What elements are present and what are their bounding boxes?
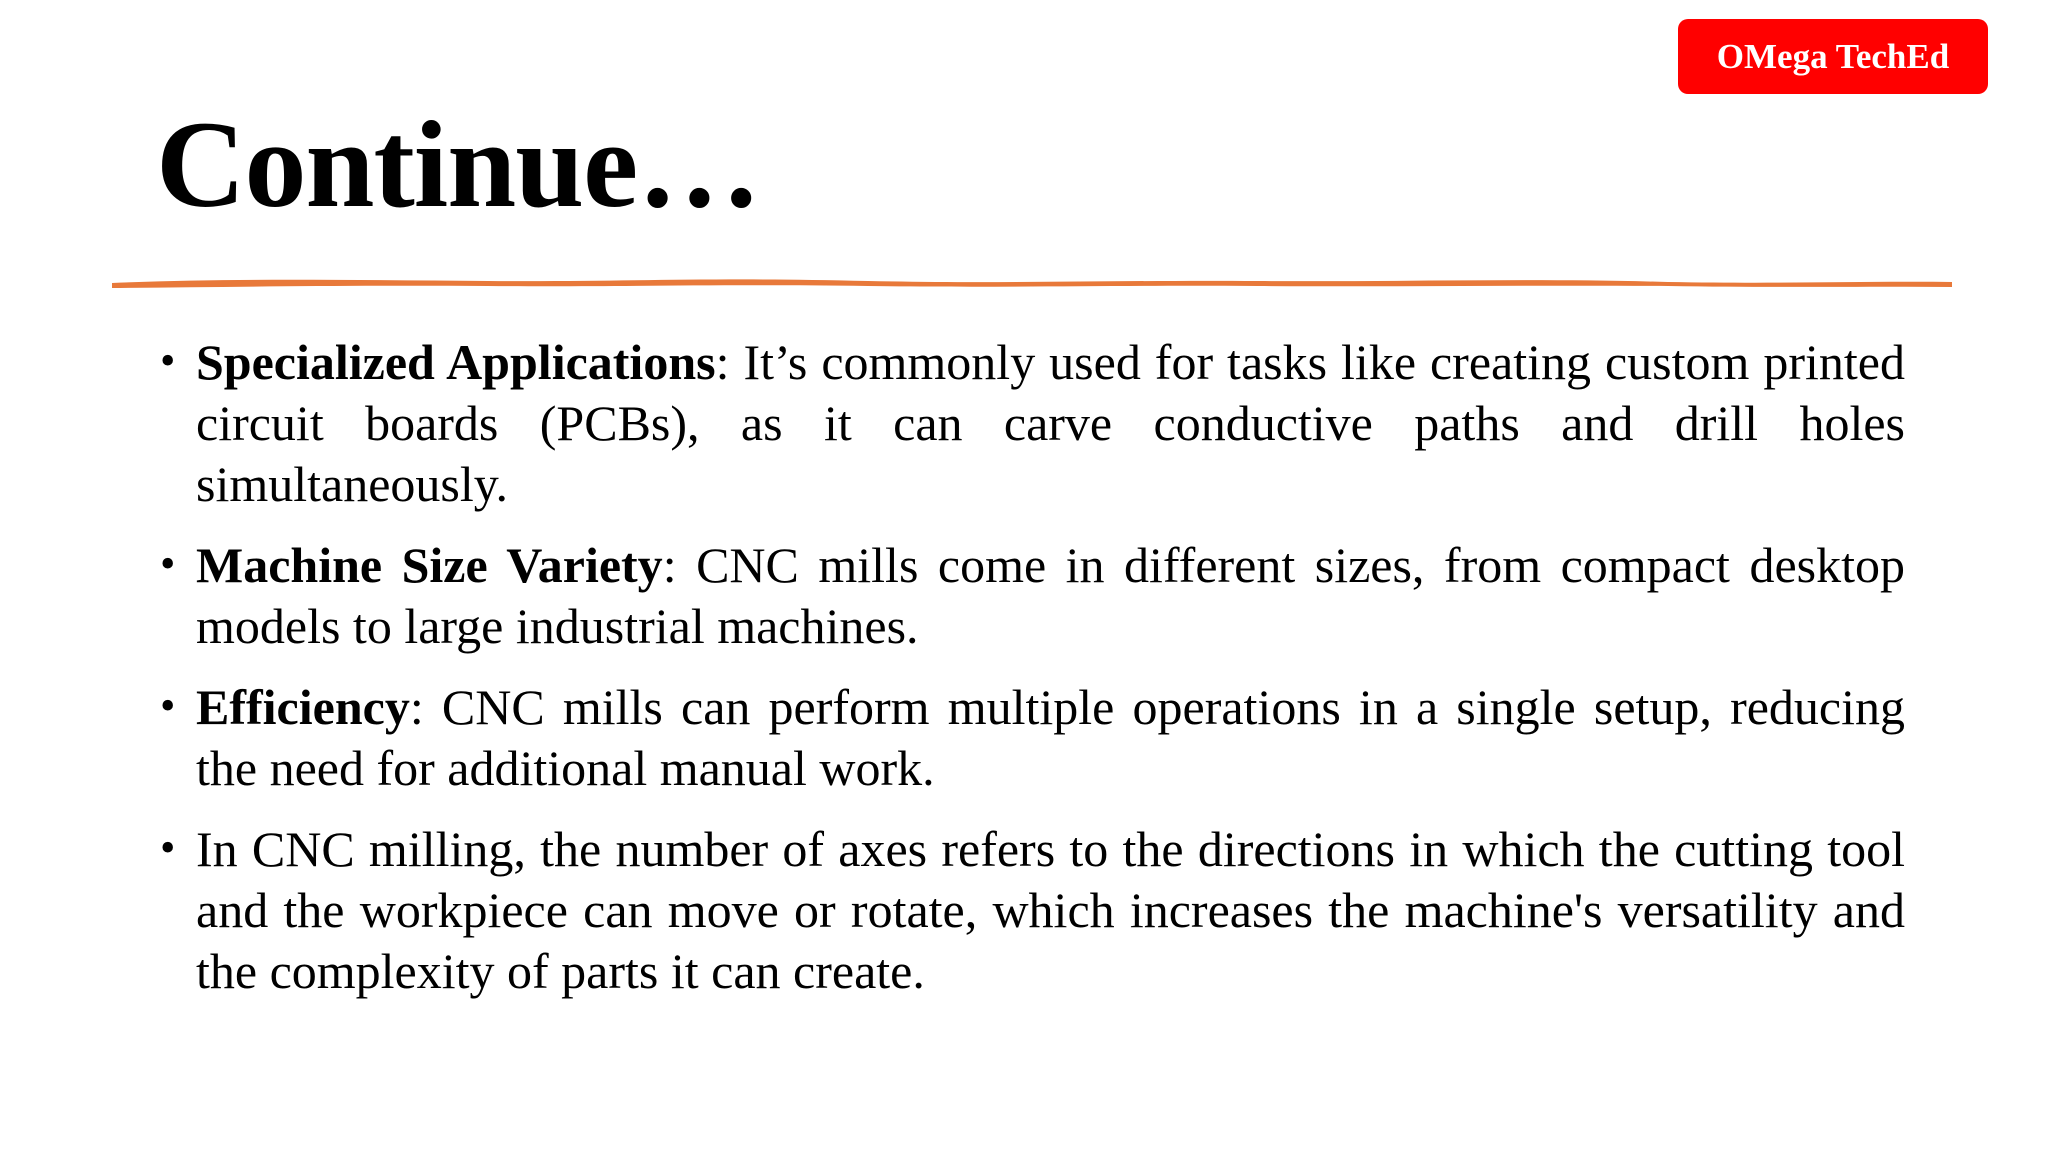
bullet-text: CNC mills come in different sizes, from compact desktop models to large industrial machines. xyxy=(196,537,1905,654)
title-divider xyxy=(108,272,1956,294)
bullet-item xyxy=(160,535,1905,657)
bullet-text: It’s commonly used for tasks like creating custom printed circuit boards (PCBs), as it can carve conductive paths and drill holes simultaneously. xyxy=(196,334,1905,512)
bullet-term: Machine Size Variety xyxy=(196,537,663,593)
bullet-item xyxy=(160,332,1905,515)
bullet-term: Efficiency xyxy=(196,679,410,735)
slide-title: Continue… xyxy=(156,96,761,233)
bullet-separator: : xyxy=(409,679,424,735)
bullet-marker: • xyxy=(160,681,176,730)
brand-badge-label: OMega TechEd xyxy=(1716,36,1950,76)
bullet-separator: : xyxy=(662,537,677,593)
bullet-separator: : xyxy=(715,334,730,390)
bullet-text: CNC mills can perform multiple operations in a single setup, reducing the need for additional manual work. xyxy=(196,679,1905,796)
bullet-marker: • xyxy=(160,336,176,385)
bullet-term: Specialized Applications xyxy=(196,334,716,390)
bullet-item xyxy=(160,677,1905,799)
title-divider-stroke xyxy=(112,279,1952,288)
bullet-marker: • xyxy=(160,823,176,872)
bullet-item xyxy=(160,819,1905,1002)
brand-badge xyxy=(1678,19,1988,94)
bullet-marker: • xyxy=(160,539,176,588)
bullet-text: In CNC milling, the number of axes refers to the directions in which the cutting tool and the workpiece can move or rotate, which increases the machine's versatility and the complexity of parts it can create. xyxy=(196,821,1905,999)
bullet-list xyxy=(160,332,1905,1022)
